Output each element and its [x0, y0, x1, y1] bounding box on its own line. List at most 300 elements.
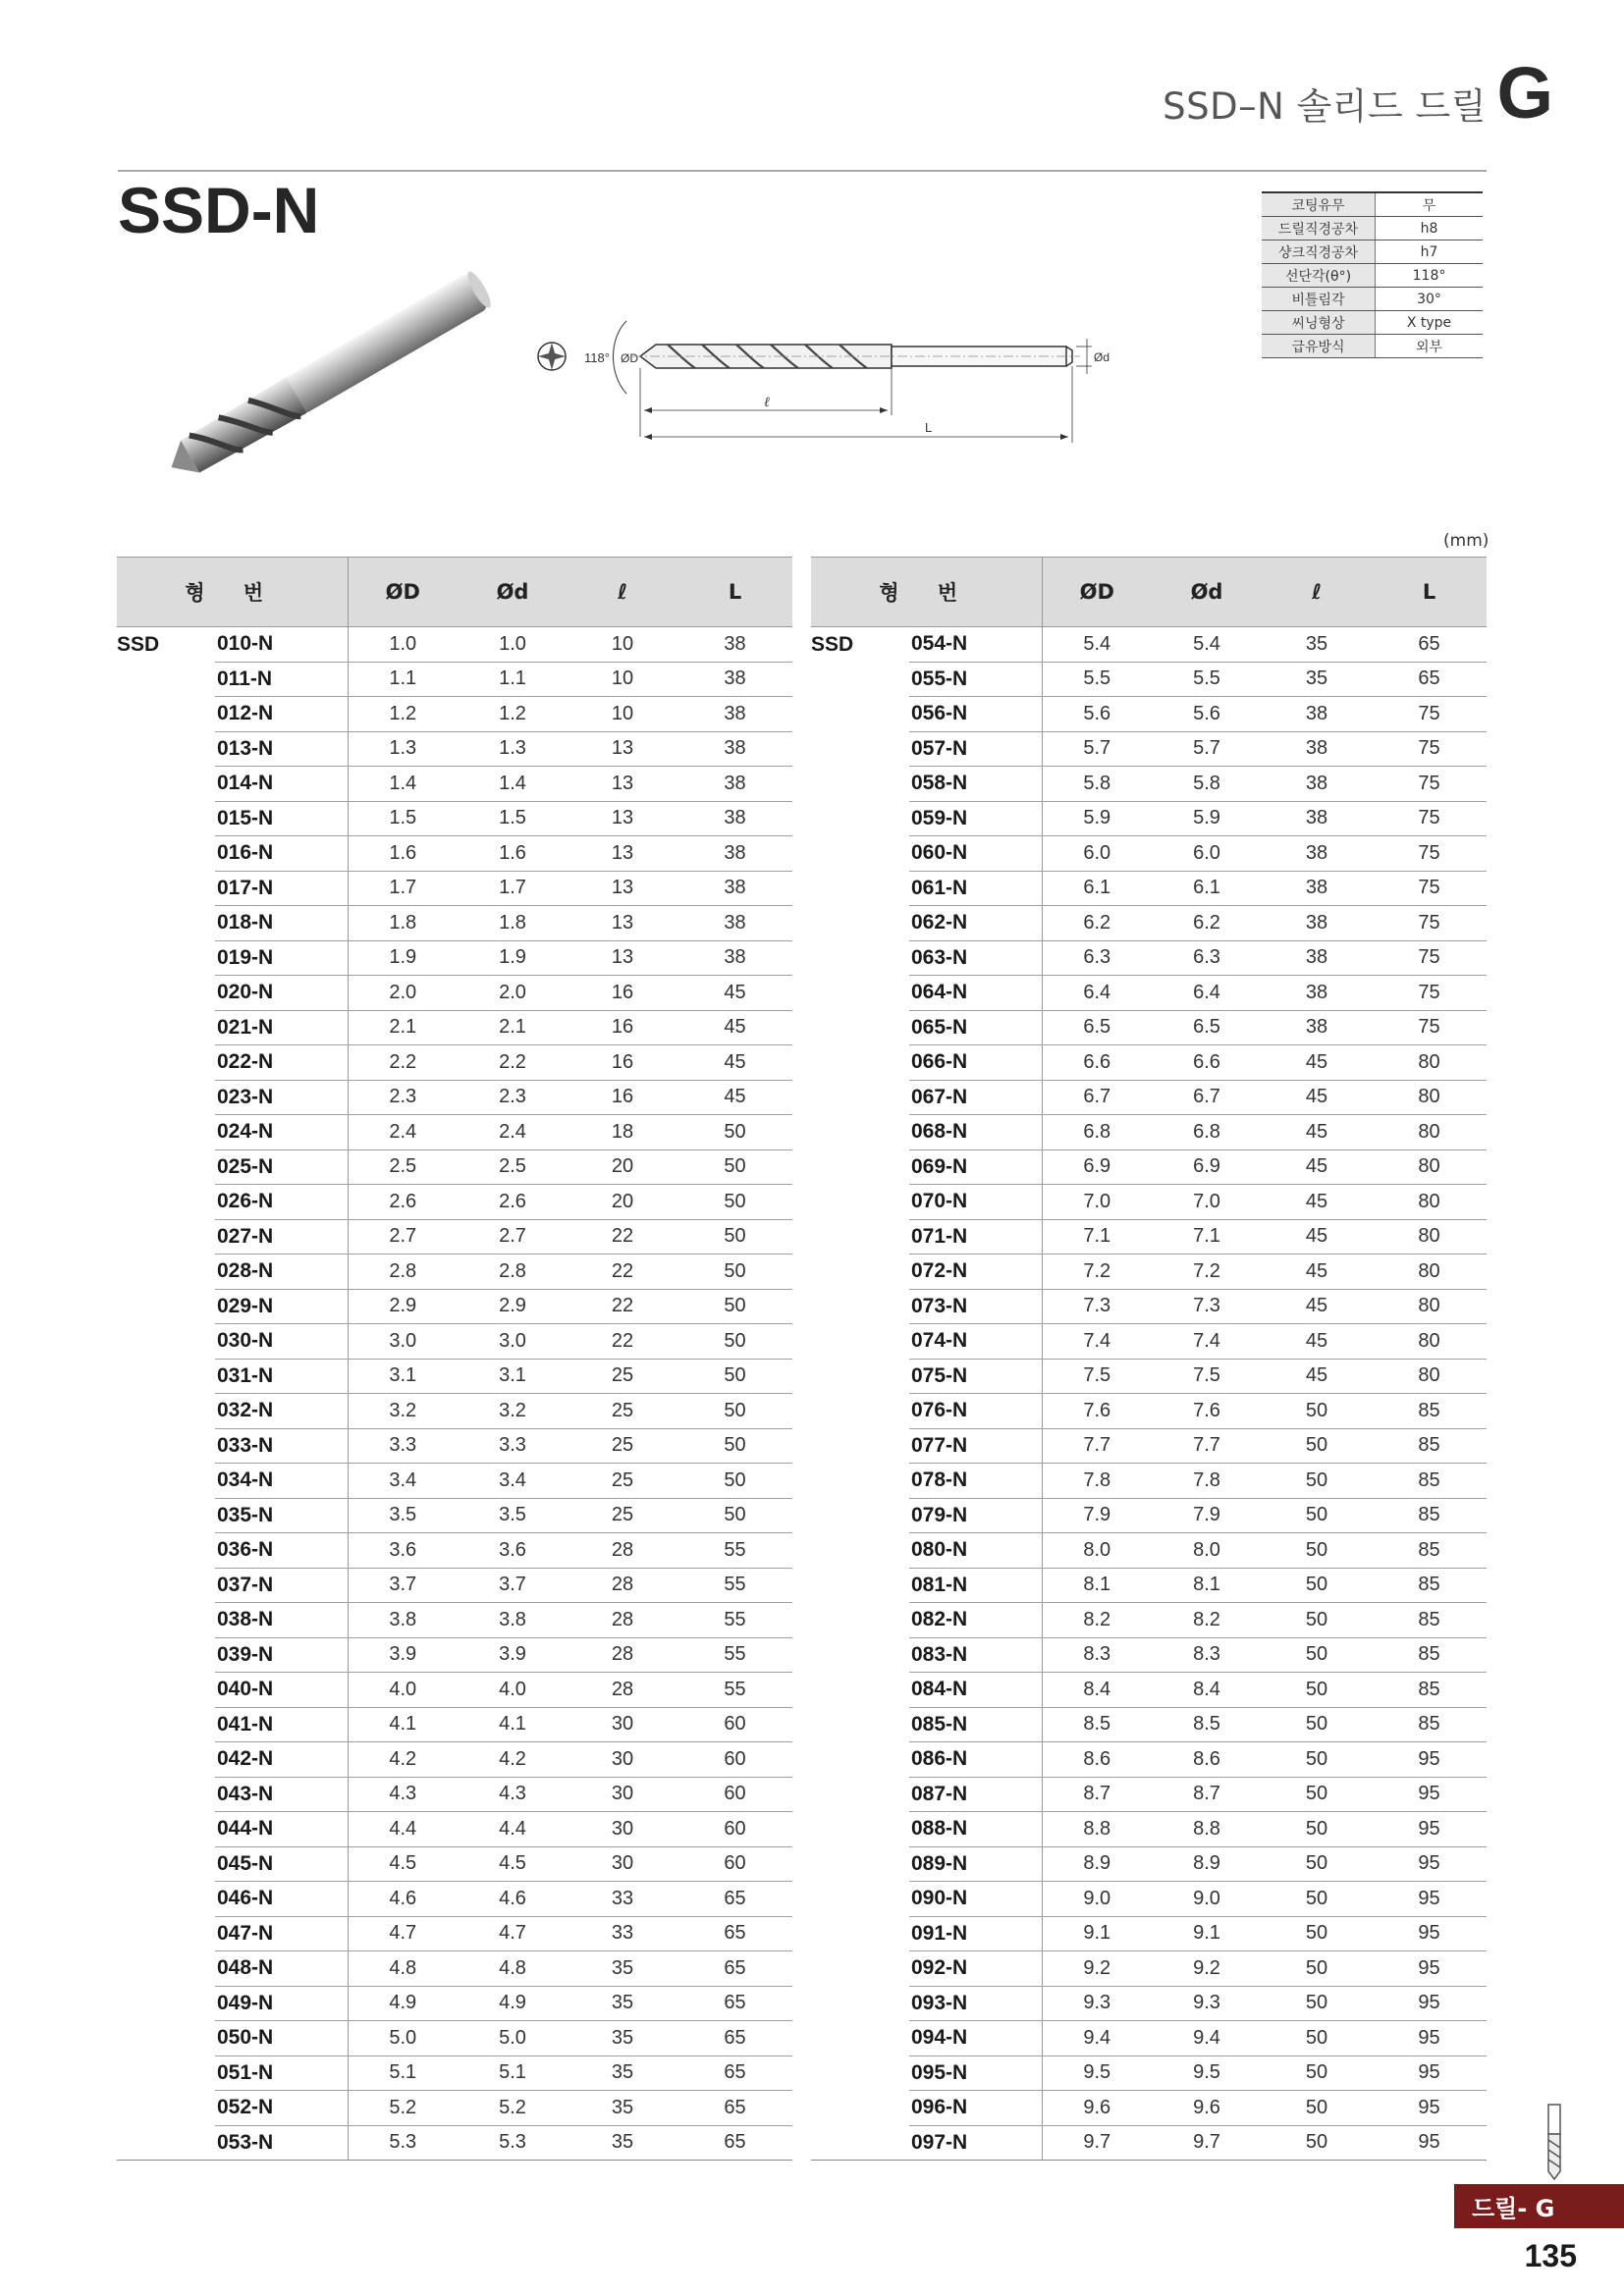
table-row: [811, 1533, 1487, 1569]
series-cell: [117, 871, 215, 906]
flute-length-cell: 38: [1262, 801, 1372, 836]
dia-D-cell: 4.6: [348, 1882, 458, 1917]
table-row: [117, 1185, 792, 1220]
table-row: [117, 906, 792, 941]
model-code-cell: 060-N: [909, 836, 1042, 872]
model-code-cell: 087-N: [909, 1777, 1042, 1812]
header-type: 형 번: [117, 558, 348, 627]
series-cell: [811, 1255, 909, 1290]
flute-length-cell: 30: [568, 1742, 677, 1778]
model-code-cell: 026-N: [215, 1185, 348, 1220]
model-code-cell: 020-N: [215, 976, 348, 1011]
total-length-cell: 80: [1372, 1324, 1487, 1360]
flute-length-cell: 50: [1262, 2021, 1372, 2056]
flute-length-cell: 10: [568, 662, 677, 697]
spec-table: [1262, 191, 1483, 358]
table-row: [117, 1428, 792, 1464]
series-cell: [117, 1777, 215, 1812]
series-cell: [811, 1359, 909, 1394]
dia-d-cell: 6.4: [1152, 976, 1262, 1011]
total-length-cell: 38: [677, 662, 792, 697]
flute-length-cell: 38: [1262, 1010, 1372, 1045]
dia-D-cell: 1.3: [348, 731, 458, 767]
total-length-cell: 95: [1372, 1777, 1487, 1812]
dia-d-cell: 7.4: [1152, 1324, 1262, 1360]
dia-D-cell: 6.4: [1042, 976, 1152, 1011]
dia-D-cell: 4.2: [348, 1742, 458, 1778]
flute-length-cell: 45: [1262, 1115, 1372, 1150]
table-row: [811, 1812, 1487, 1847]
table-row: [811, 1219, 1487, 1255]
spec-value: 30°: [1376, 288, 1484, 311]
model-code-cell: 062-N: [909, 906, 1042, 941]
spec-label: 급유방식: [1262, 335, 1376, 358]
model-code-cell: 091-N: [909, 1916, 1042, 1951]
dia-d-cell: 4.8: [458, 1951, 568, 1987]
model-code-cell: 011-N: [215, 662, 348, 697]
dia-d-cell: 1.2: [458, 697, 568, 732]
header-rule: [118, 170, 1487, 172]
header-l: ℓ: [568, 558, 677, 627]
dia-d-cell: 8.3: [1152, 1637, 1262, 1673]
header-L: L: [677, 558, 792, 627]
dia-D-cell: 9.6: [1042, 2091, 1152, 2126]
series-cell: [117, 697, 215, 732]
dia-d-cell: 9.1: [1152, 1916, 1262, 1951]
model-code-cell: 010-N: [215, 627, 348, 663]
dia-D-cell: 4.4: [348, 1812, 458, 1847]
series-cell: [811, 1951, 909, 1987]
flute-length-cell: 50: [1262, 1428, 1372, 1464]
table-row: [811, 1986, 1487, 2021]
dia-D-cell: 3.1: [348, 1359, 458, 1394]
model-code-cell: 082-N: [909, 1603, 1042, 1638]
table-row: [117, 2056, 792, 2091]
dia-d-cell: 3.6: [458, 1533, 568, 1569]
table-row: [117, 1080, 792, 1115]
dia-d-cell: 8.7: [1152, 1777, 1262, 1812]
series-cell: [811, 1464, 909, 1499]
table-row: [117, 836, 792, 872]
dimension-table-right: [811, 557, 1487, 2161]
flute-length-cell: 50: [1262, 1533, 1372, 1569]
dia-D-cell: 2.4: [348, 1115, 458, 1150]
series-cell: [117, 1185, 215, 1220]
series-cell: [117, 1603, 215, 1638]
flute-length-cell: 38: [1262, 871, 1372, 906]
flute-length-cell: 45: [1262, 1289, 1372, 1324]
table-row: [117, 1603, 792, 1638]
dia-d-cell: 8.2: [1152, 1603, 1262, 1638]
dia-d-cell: 4.4: [458, 1812, 568, 1847]
dia-D-cell: 8.0: [1042, 1533, 1152, 1569]
total-length-cell: 85: [1372, 1464, 1487, 1499]
dia-D-cell: 6.2: [1042, 906, 1152, 941]
total-length-cell: 75: [1372, 906, 1487, 941]
spec-row: [1262, 240, 1483, 264]
total-length-cell: 80: [1372, 1080, 1487, 1115]
dia-d-cell: 5.0: [458, 2021, 568, 2056]
dia-D-cell: 3.3: [348, 1428, 458, 1464]
series-cell: [811, 1916, 909, 1951]
total-length-cell: 50: [677, 1115, 792, 1150]
series-cell: [117, 662, 215, 697]
dia-D-cell: 9.3: [1042, 1986, 1152, 2021]
dia-d-cell: 9.3: [1152, 1986, 1262, 2021]
flute-length-cell: 16: [568, 1045, 677, 1081]
dia-d-cell: 1.1: [458, 662, 568, 697]
flute-length-cell: 38: [1262, 836, 1372, 872]
dia-d-cell: 7.1: [1152, 1219, 1262, 1255]
dia-D-cell: 2.7: [348, 1219, 458, 1255]
dia-D-cell: 3.7: [348, 1568, 458, 1603]
dia-D-cell: 2.6: [348, 1185, 458, 1220]
model-code-cell: 068-N: [909, 1115, 1042, 1150]
series-cell: [811, 1324, 909, 1360]
flute-length-cell: 25: [568, 1359, 677, 1394]
flute-length-cell: 50: [1262, 1777, 1372, 1812]
table-row: [811, 697, 1487, 732]
dia-D-cell: 8.1: [1042, 1568, 1152, 1603]
series-cell: [117, 767, 215, 802]
flute-length-cell: 25: [568, 1498, 677, 1533]
dia-d-cell: 6.3: [1152, 940, 1262, 976]
total-length-cell: 50: [677, 1394, 792, 1429]
series-cell: [811, 836, 909, 872]
flute-length-cell: 50: [1262, 2056, 1372, 2091]
dia-d-cell: 3.1: [458, 1359, 568, 1394]
total-length-cell: 60: [677, 1846, 792, 1882]
angle-label: 118°: [584, 350, 610, 365]
model-code-cell: 055-N: [909, 662, 1042, 697]
flute-length-cell: 50: [1262, 1882, 1372, 1917]
total-length-cell: 95: [1372, 2091, 1487, 2126]
flute-length-cell: 28: [568, 1568, 677, 1603]
spec-row: [1262, 288, 1483, 311]
dia-D-cell: 8.2: [1042, 1603, 1152, 1638]
header-l: ℓ: [1262, 558, 1372, 627]
total-length-cell: 38: [677, 697, 792, 732]
dia-D-cell: 1.6: [348, 836, 458, 872]
table-row: [117, 2125, 792, 2161]
model-code-cell: 076-N: [909, 1394, 1042, 1429]
total-length-cell: 65: [677, 1916, 792, 1951]
dia-D-cell: 1.9: [348, 940, 458, 976]
table-row: [811, 801, 1487, 836]
flute-length-cell: 28: [568, 1603, 677, 1638]
series-cell: [811, 1812, 909, 1847]
flute-length-cell: 20: [568, 1149, 677, 1185]
series-cell: [811, 1637, 909, 1673]
table-row: [117, 1498, 792, 1533]
table-row: [117, 871, 792, 906]
series-cell: [117, 1673, 215, 1708]
flute-length-cell: 28: [568, 1673, 677, 1708]
dia-D-cell: 2.0: [348, 976, 458, 1011]
table-row: [117, 1916, 792, 1951]
dia-d-cell: 9.7: [1152, 2125, 1262, 2161]
total-length-cell: 65: [677, 1986, 792, 2021]
dia-d-cell: 1.0: [458, 627, 568, 663]
dia-D-cell: 9.0: [1042, 1882, 1152, 1917]
series-cell: [811, 1219, 909, 1255]
dia-D-cell: 2.9: [348, 1289, 458, 1324]
series-cell: [811, 731, 909, 767]
table-row: [811, 1255, 1487, 1290]
model-code-cell: 084-N: [909, 1673, 1042, 1708]
model-code-cell: 071-N: [909, 1219, 1042, 1255]
header-D: ØD: [1042, 558, 1152, 627]
dia-D-cell: 1.7: [348, 871, 458, 906]
dia-d-cell: 7.2: [1152, 1255, 1262, 1290]
spec-label: 드릴직경공차: [1262, 217, 1376, 240]
total-length-cell: 50: [677, 1289, 792, 1324]
header-d: Ød: [458, 558, 568, 627]
model-code-cell: 028-N: [215, 1255, 348, 1290]
table-row: [811, 940, 1487, 976]
series-cell: [117, 1846, 215, 1882]
table-row: [117, 1533, 792, 1569]
total-length-label: L: [925, 420, 933, 435]
flute-length-cell: 18: [568, 1115, 677, 1150]
dia-d-cell: 6.1: [1152, 871, 1262, 906]
series-cell: [117, 906, 215, 941]
table-row: [811, 767, 1487, 802]
table-row: [811, 1359, 1487, 1394]
series-cell: [117, 1219, 215, 1255]
total-length-cell: 85: [1372, 1603, 1487, 1638]
series-cell: [117, 2125, 215, 2161]
series-cell: [117, 731, 215, 767]
dia-D-cell: 7.3: [1042, 1289, 1152, 1324]
table-row: [117, 2021, 792, 2056]
table-row: [117, 1812, 792, 1847]
dia-D-cell: 9.7: [1042, 2125, 1152, 2161]
table-row: [117, 1045, 792, 1081]
dia-d-cell: 6.9: [1152, 1149, 1262, 1185]
table-row: [117, 1568, 792, 1603]
total-length-cell: 45: [677, 1045, 792, 1081]
dia-d-cell: 7.9: [1152, 1498, 1262, 1533]
total-length-cell: 95: [1372, 1916, 1487, 1951]
dia-d-cell: 2.3: [458, 1080, 568, 1115]
flute-length-cell: 50: [1262, 1673, 1372, 1708]
dia-D-cell: 8.9: [1042, 1846, 1152, 1882]
series-cell: [811, 767, 909, 802]
chapter-tab: 드릴- G: [1454, 2184, 1624, 2228]
dia-D-cell: 3.4: [348, 1464, 458, 1499]
dia-D-cell: 3.8: [348, 1603, 458, 1638]
dia-d-cell: 7.5: [1152, 1359, 1262, 1394]
dia-D-cell: 8.8: [1042, 1812, 1152, 1847]
total-length-cell: 65: [677, 2125, 792, 2161]
series-cell: [811, 1394, 909, 1429]
drill-drawing: [530, 309, 1198, 447]
table-row: [811, 1707, 1487, 1742]
dia-D-cell: 4.8: [348, 1951, 458, 1987]
table-row: [811, 662, 1487, 697]
dia-d-cell: 1.6: [458, 836, 568, 872]
model-code-cell: 040-N: [215, 1673, 348, 1708]
total-length-cell: 60: [677, 1812, 792, 1847]
section-title: SSD–N 솔리드 드릴: [1163, 85, 1487, 128]
dia-d-cell: 4.9: [458, 1986, 568, 2021]
spec-row: [1262, 311, 1483, 335]
table-row: [811, 1846, 1487, 1882]
flute-length-cell: 38: [1262, 940, 1372, 976]
table-row: [811, 1673, 1487, 1708]
table-row: [811, 1289, 1487, 1324]
dia-d-cell: 1.4: [458, 767, 568, 802]
dia-d-cell: 6.6: [1152, 1045, 1262, 1081]
dia-D-cell: 4.0: [348, 1673, 458, 1708]
series-cell: SSD: [117, 632, 160, 656]
model-code-cell: 080-N: [909, 1533, 1042, 1569]
table-row: [811, 1951, 1487, 1987]
dia-d-cell: 1.7: [458, 871, 568, 906]
total-length-cell: 38: [677, 871, 792, 906]
flute-length-label: ℓ: [764, 395, 770, 410]
series-cell: [811, 871, 909, 906]
flute-length-cell: 13: [568, 836, 677, 872]
flute-length-cell: 45: [1262, 1219, 1372, 1255]
dia-D-cell: 6.8: [1042, 1115, 1152, 1150]
table-row: [117, 1637, 792, 1673]
table-row: [811, 1428, 1487, 1464]
total-length-cell: 65: [677, 2091, 792, 2126]
flute-length-cell: 50: [1262, 1394, 1372, 1429]
series-cell: [811, 1045, 909, 1081]
table-row: [117, 1289, 792, 1324]
table-row: [811, 1568, 1487, 1603]
model-code-cell: 017-N: [215, 871, 348, 906]
total-length-cell: 38: [677, 627, 792, 663]
total-length-cell: 65: [677, 2021, 792, 2056]
dia-d-cell: 7.8: [1152, 1464, 1262, 1499]
dia-D-cell: 5.8: [1042, 767, 1152, 802]
table-row: [117, 697, 792, 732]
dia-D-cell: 3.6: [348, 1533, 458, 1569]
dia-d-cell: 3.7: [458, 1568, 568, 1603]
series-cell: [117, 976, 215, 1011]
flute-length-cell: 33: [568, 1916, 677, 1951]
dia-d-cell: 3.0: [458, 1324, 568, 1360]
unit-label: (mm): [1443, 531, 1489, 551]
dia-D-cell: 3.2: [348, 1394, 458, 1429]
total-length-cell: 38: [677, 906, 792, 941]
dia-d-cell: 7.0: [1152, 1185, 1262, 1220]
dia-d-cell: 8.0: [1152, 1533, 1262, 1569]
dia-d-cell: 6.5: [1152, 1010, 1262, 1045]
series-cell: [811, 697, 909, 732]
total-length-cell: 80: [1372, 1185, 1487, 1220]
total-length-cell: 95: [1372, 1812, 1487, 1847]
dia-D-cell: 7.2: [1042, 1255, 1152, 1290]
dia-D-cell: 3.0: [348, 1324, 458, 1360]
dia-D-cell: 5.1: [348, 2056, 458, 2091]
series-cell: [811, 1777, 909, 1812]
flute-length-cell: 35: [1262, 662, 1372, 697]
table-row: [811, 2056, 1487, 2091]
series-cell: [117, 1255, 215, 1290]
model-code-cell: 030-N: [215, 1324, 348, 1360]
spec-value: 118°: [1376, 264, 1484, 288]
table-row: [811, 1464, 1487, 1499]
total-length-cell: 85: [1372, 1394, 1487, 1429]
dia-d-cell: 8.8: [1152, 1812, 1262, 1847]
model-code-cell: 058-N: [909, 767, 1042, 802]
series-cell: [811, 1533, 909, 1569]
dia-d-cell: 4.0: [458, 1673, 568, 1708]
total-length-cell: 65: [677, 2056, 792, 2091]
model-code-cell: 066-N: [909, 1045, 1042, 1081]
dia-d-cell: 8.6: [1152, 1742, 1262, 1778]
table-row: [811, 1010, 1487, 1045]
model-code-cell: 048-N: [215, 1951, 348, 1987]
dia-d-cell: 2.7: [458, 1219, 568, 1255]
dia-D-cell: 8.7: [1042, 1777, 1152, 1812]
table-row: [811, 1324, 1487, 1360]
model-code-cell: 051-N: [215, 2056, 348, 2091]
flute-length-cell: 30: [568, 1846, 677, 1882]
spec-row: [1262, 264, 1483, 288]
table-row: [117, 1010, 792, 1045]
flute-length-cell: 25: [568, 1428, 677, 1464]
model-code-cell: 097-N: [909, 2125, 1042, 2161]
table-header-row: [117, 558, 792, 627]
flute-length-cell: 50: [1262, 1812, 1372, 1847]
dia-d-cell: 6.7: [1152, 1080, 1262, 1115]
header-d: Ød: [1152, 558, 1262, 627]
end-view-icon: [538, 343, 566, 370]
dia-D-cell: 7.8: [1042, 1464, 1152, 1499]
dia-d-cell: 2.0: [458, 976, 568, 1011]
total-length-cell: 38: [677, 767, 792, 802]
table-row: [811, 1603, 1487, 1638]
series-cell: [117, 1359, 215, 1394]
table-row: [811, 2125, 1487, 2161]
dia-D-label: ØD: [621, 351, 638, 365]
table-row: [811, 2021, 1487, 2056]
series-cell: [811, 1568, 909, 1603]
dia-d-cell: 5.1: [458, 2056, 568, 2091]
model-code-cell: 063-N: [909, 940, 1042, 976]
flute-length-cell: 50: [1262, 1568, 1372, 1603]
model-code-cell: 092-N: [909, 1951, 1042, 1987]
flute-length-cell: 30: [568, 1812, 677, 1847]
dia-d-cell: 4.1: [458, 1707, 568, 1742]
flute-length-cell: 45: [1262, 1359, 1372, 1394]
model-code-cell: 083-N: [909, 1637, 1042, 1673]
total-length-cell: 75: [1372, 767, 1487, 802]
flute-length-cell: 35: [568, 2091, 677, 2126]
table-row: [811, 1080, 1487, 1115]
flute-length-cell: 33: [568, 1882, 677, 1917]
dia-D-cell: 7.6: [1042, 1394, 1152, 1429]
dia-d-cell: 5.4: [1152, 627, 1262, 663]
series-cell: [811, 2056, 909, 2091]
spec-value: 외부: [1376, 335, 1484, 358]
total-length-cell: 65: [677, 1951, 792, 1987]
dia-D-cell: 7.0: [1042, 1185, 1152, 1220]
model-code-cell: 081-N: [909, 1568, 1042, 1603]
total-length-cell: 85: [1372, 1533, 1487, 1569]
total-length-cell: 65: [1372, 662, 1487, 697]
flute-length-cell: 50: [1262, 1916, 1372, 1951]
total-length-cell: 55: [677, 1603, 792, 1638]
model-code-cell: 039-N: [215, 1637, 348, 1673]
total-length-cell: 45: [677, 1080, 792, 1115]
